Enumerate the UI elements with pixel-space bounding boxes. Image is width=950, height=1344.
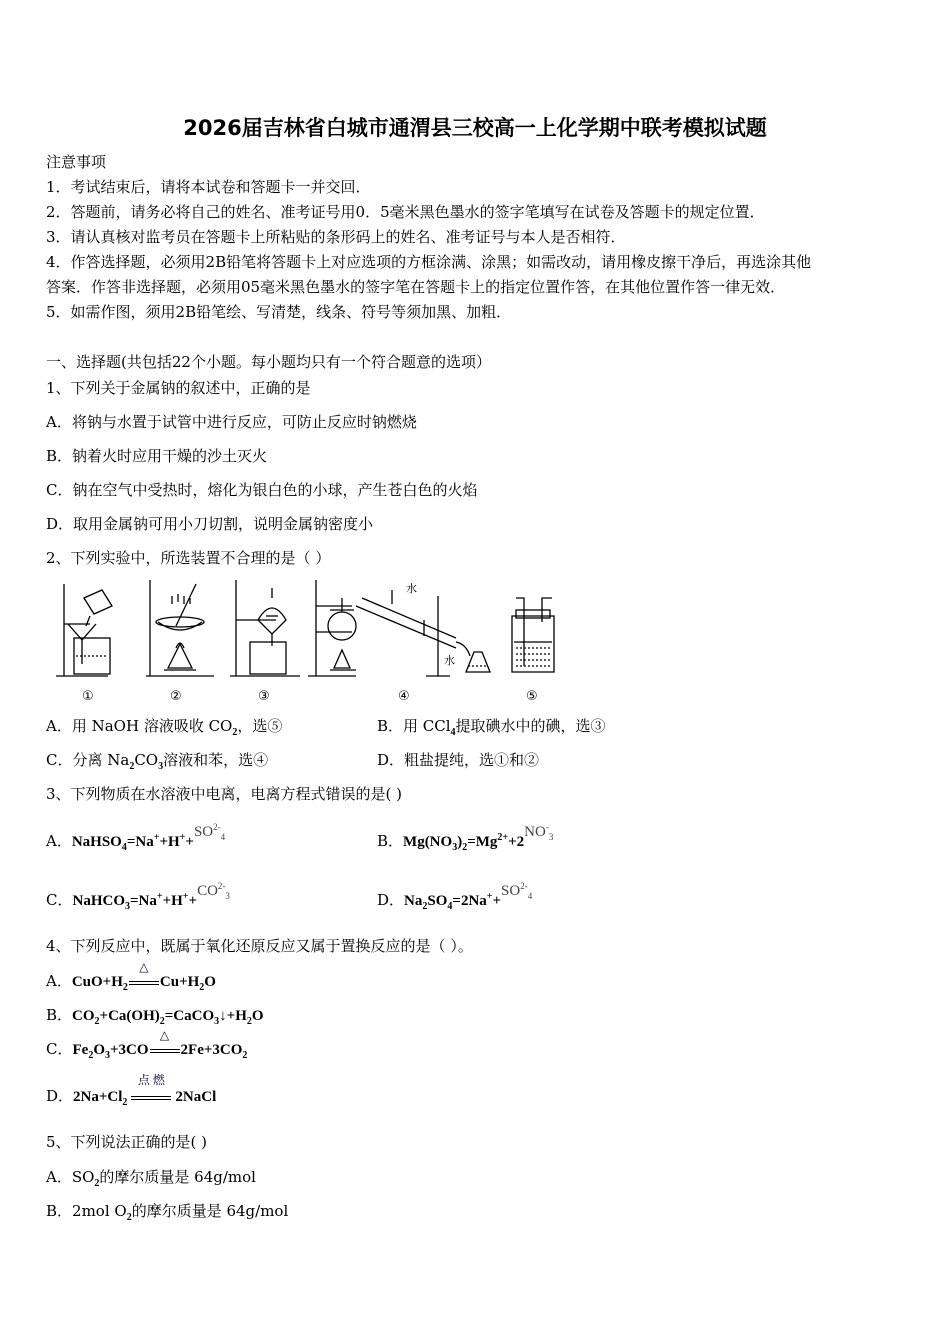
notice-4-cont: 答案．作答非选择题，必须用05毫米黑色墨水的签字笔在答题卡上的指定位置作答，在其他位置作答一律无效．: [46, 278, 786, 296]
notice-4: 4．作答选择题，必须用2B铅笔将答题卡上对应选项的方框涂满、涂黑；如需改动，请用橡皮擦干净后，再选涂其他: [46, 253, 812, 271]
sulfate-ion: $SO^{2-}_4$: [193, 822, 226, 842]
q2-option-a: A．用 NaOH 溶液吸收 $CO_2$，选⑤: [46, 717, 283, 738]
label-3: ③: [258, 689, 270, 704]
q4-option-d: D．$2Na+Cl_2$ 点 燃 2NaCl: [46, 1073, 217, 1108]
q1-option-a: A．将钠与水置于试管中进行反应，可防止反应时钠燃烧: [46, 413, 417, 431]
notice-heading: 注意事项: [46, 153, 107, 171]
q4-option-c: C．$Fe_2O_3+3CO$ △ $2Fe+3CO_2$: [46, 1028, 248, 1061]
q5-option-a: A．$SO_2$的摩尔质量是 64g/mol: [46, 1168, 256, 1189]
label-1: ①: [82, 689, 94, 704]
carbonate-ion: $CO^{2-}_3$: [197, 881, 230, 901]
q5-option-b: B．2mol $O_2$的摩尔质量是 64g/mol: [46, 1202, 289, 1223]
q1-option-d: D．取用金属钠可用小刀切割，说明金属钠密度小: [46, 515, 374, 533]
notice-5: 5．如需作图，须用2B铅笔绘、写清楚，线条、符号等须加黑、加粗．: [46, 303, 512, 321]
apparatus-2-evaporation: [146, 580, 214, 676]
q1-option-b: B．钠着火时应用干燥的沙土灭火: [46, 447, 268, 465]
q2-option-c: C．分离 $Na_2CO_3$溶液和苯，选④: [46, 751, 269, 772]
q2-option-d: D．粗盐提纯，选①和②: [377, 751, 540, 769]
q3-option-b: B．$Mg(NO_3)_2=Mg^{2+}+2NO^-_3$: [377, 822, 554, 853]
apparatus-3-separatory-funnel: [230, 580, 300, 676]
sulfate-ion: $SO^{2-}_4$: [501, 881, 533, 901]
notice-1: 1．考试结束后，请将本试卷和答题卡一并交回．: [46, 178, 371, 196]
q2-stem: 2、下列实验中，所选装置不合理的是（ ）: [46, 549, 331, 567]
nitrate-ion: $NO^-_3$: [524, 822, 554, 842]
apparatus-5-gas-wash-bottle: [512, 598, 554, 672]
q1-stem: 1、下列关于金属钠的叙述中，正确的是: [46, 379, 311, 397]
q4-option-b: B．$CO_2+Ca(OH)_2=CaCO_3↓+H_2O$: [46, 1006, 264, 1027]
water-label-bottom: 水: [444, 654, 455, 667]
q4-stem: 4、下列反应中，既属于氧化还原反应又属于置换反应的是（ ）。: [46, 937, 473, 955]
ignite-condition: 点 燃: [131, 1089, 171, 1106]
label-4: ④: [398, 689, 410, 704]
lab-apparatus-figure: [46, 576, 566, 704]
section-heading: 一、选择题(共包括22个小题。每小题均只有一个符合题意的选项）: [46, 353, 491, 371]
label-2: ②: [170, 689, 182, 704]
heat-condition: △: [129, 974, 159, 991]
notice-3: 3．请认真核对监考员在答题卡上所粘贴的条形码上的姓名、准考证号与本人是否相符．: [46, 228, 626, 246]
q2-option-b: B．用 CCl$_4$提取碘水中的碘，选③: [377, 717, 606, 738]
q1-option-c: C．钠在空气中受热时，熔化为银白色的小球，产生苍白色的火焰: [46, 481, 478, 499]
q4-option-a: A．$CuO+H_2$ △ $Cu+H_2O$: [46, 960, 216, 993]
q5-stem: 5、下列说法正确的是( ): [46, 1133, 208, 1151]
water-label-top: 水: [406, 582, 417, 595]
q3-stem: 3、下列物质在水溶液中电离，电离方程式错误的是( ): [46, 785, 403, 803]
page-title: 2026届吉林省白城市通渭县三校高一上化学期中联考模拟试题: [183, 116, 767, 140]
apparatus-4-distillation: [308, 580, 490, 676]
notice-2: 2．答题前，请务必将自己的姓名、准考证号用0．5毫米黑色墨水的签字笔填写在试卷及答题卡的规定位置．: [46, 203, 765, 221]
heat-condition: △: [150, 1042, 180, 1059]
label-5: ⑤: [526, 689, 538, 704]
q3-option-d: D．$Na_2SO_4=2Na^++SO^{2-}_4$: [377, 881, 533, 912]
q3-option-a: A．$NaHSO_4=Na^++H^++SO^{2-}_4$: [46, 822, 226, 853]
apparatus-1-filtration: [56, 584, 112, 676]
q3-option-c: C．$NaHCO_3=Na^++H^++CO^{2-}_3$: [46, 881, 230, 912]
